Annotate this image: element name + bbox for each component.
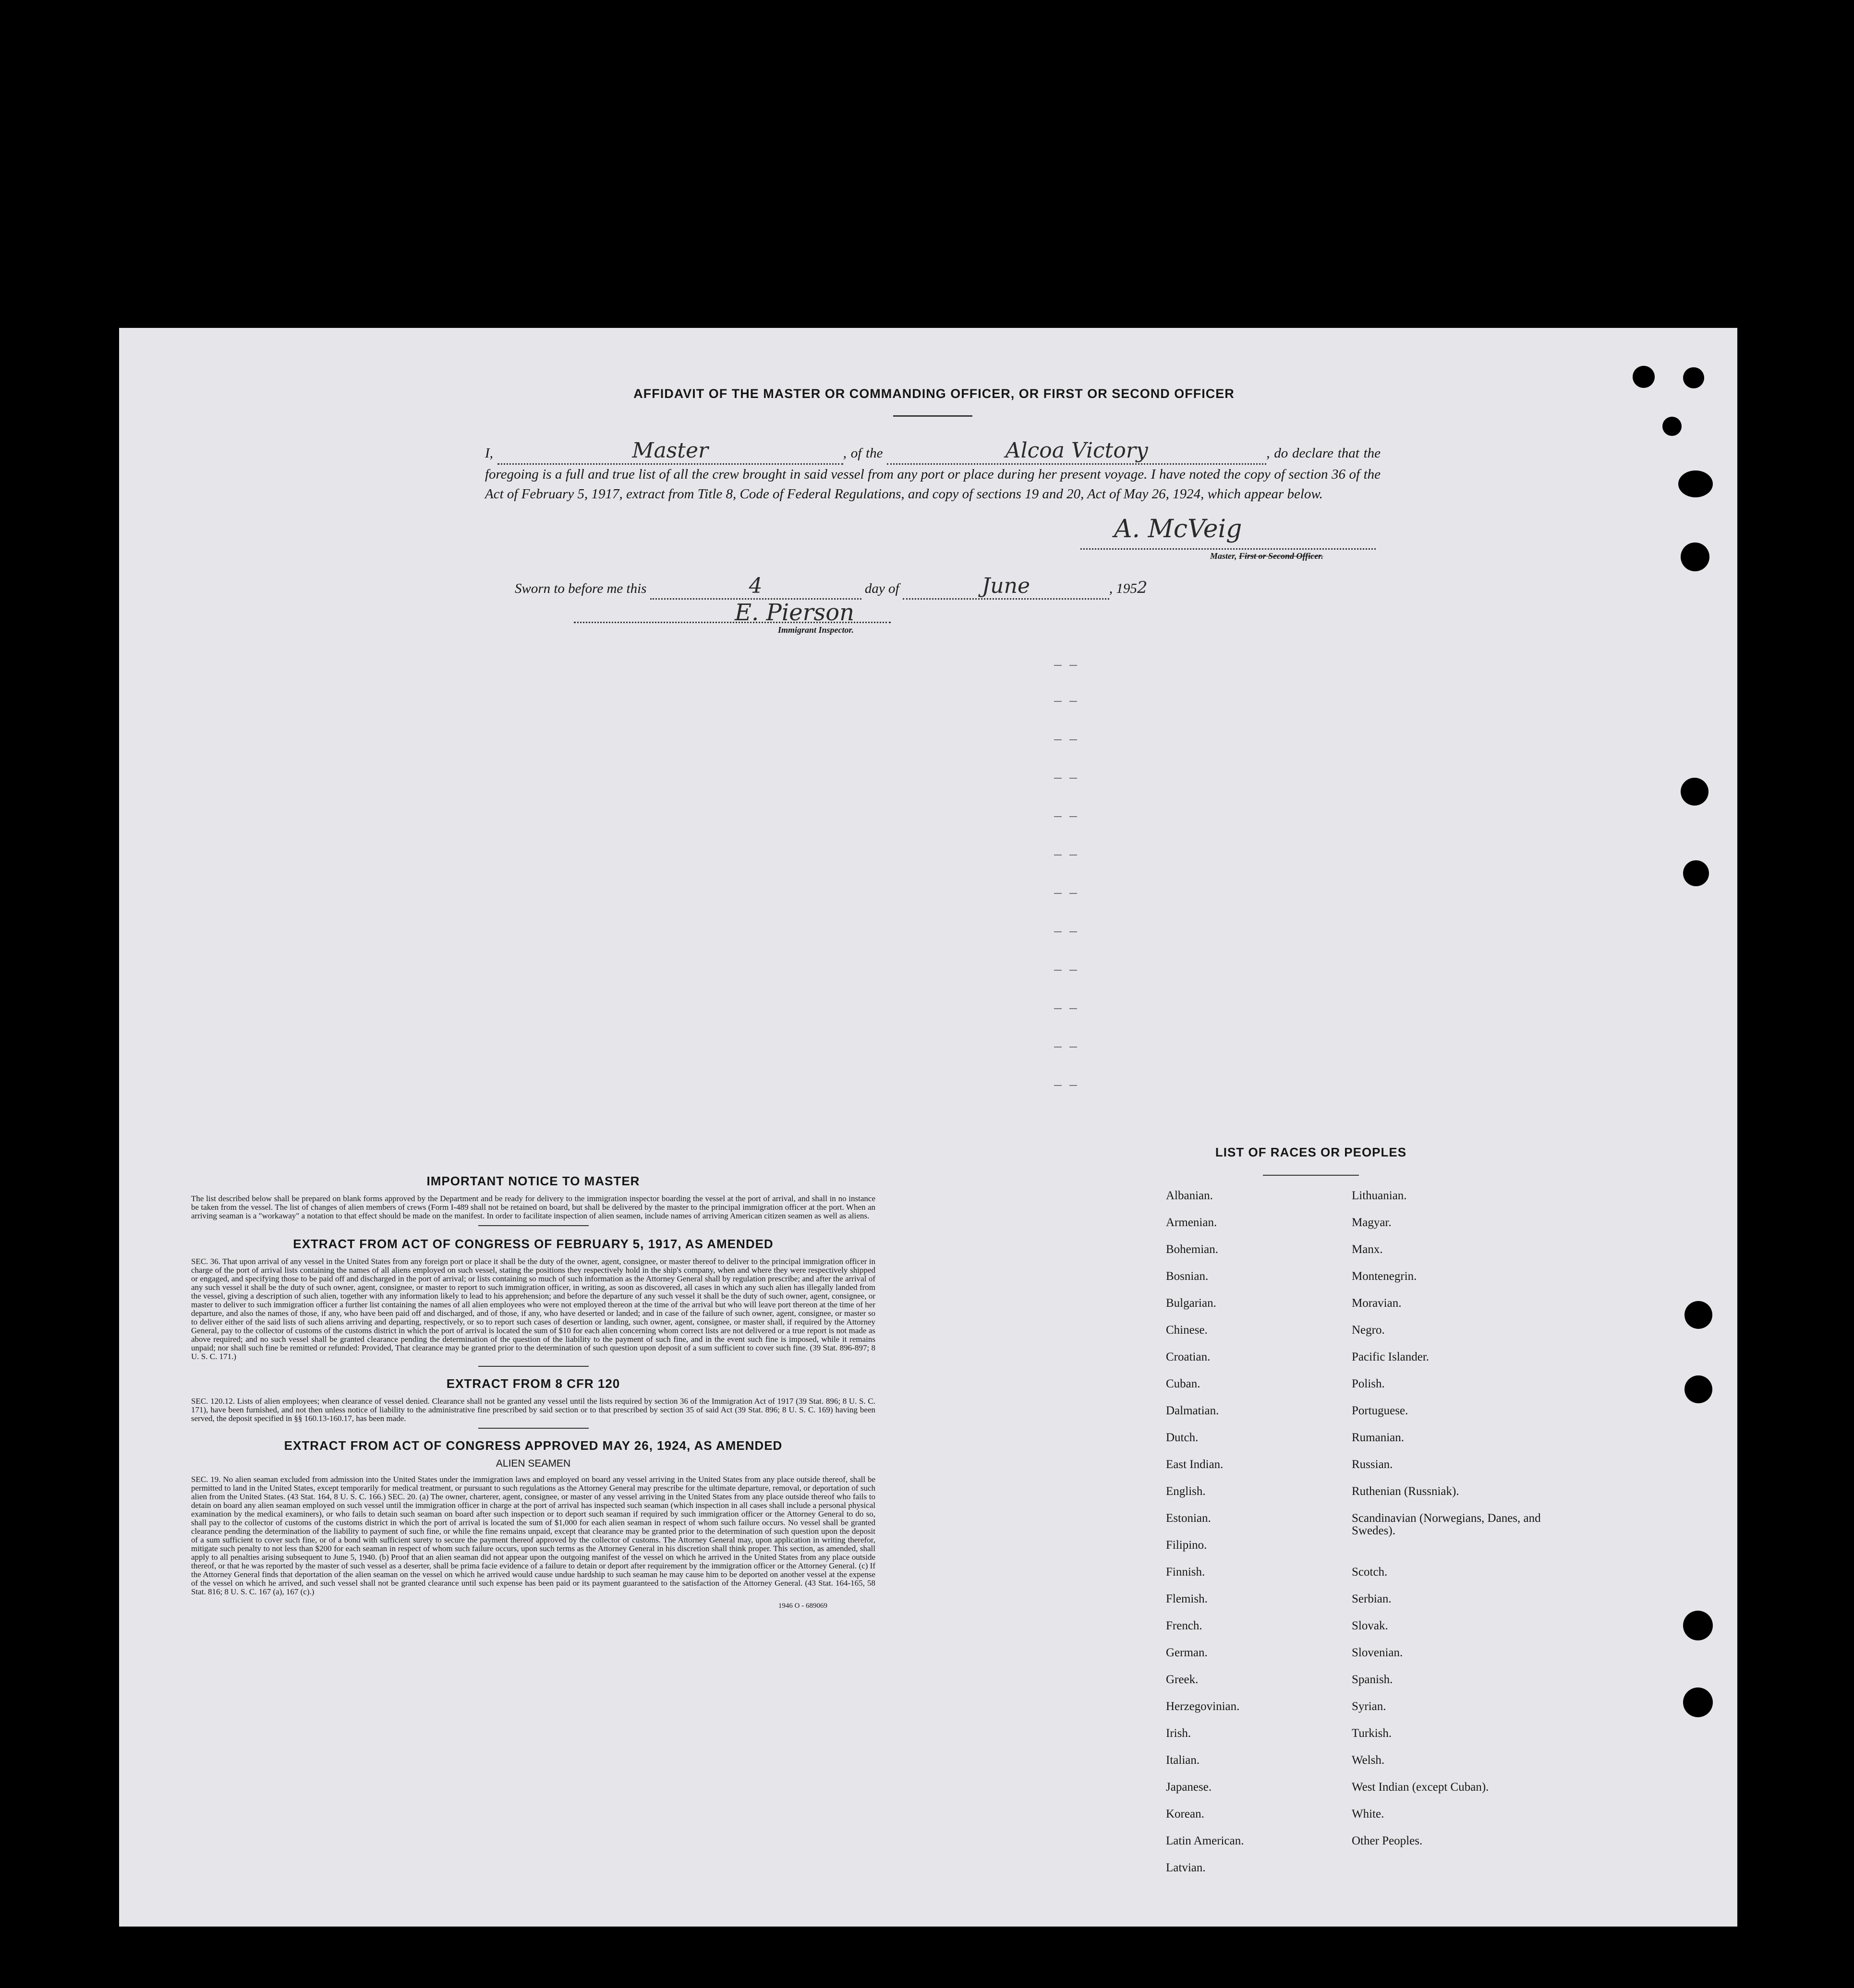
day-of-label: day of <box>864 581 899 596</box>
affidavit-title: AFFIDAVIT OF THE MASTER OR COMMANDING OFFICER, OR FIRST OR SECOND OFFICER <box>633 386 1235 401</box>
race-item: Estonian. <box>1166 1512 1211 1525</box>
race-item: Rumanian. <box>1352 1431 1405 1444</box>
section-rule <box>478 1225 589 1226</box>
race-item: Croatian. <box>1166 1350 1211 1363</box>
punch-hole <box>1662 417 1682 436</box>
race-item: Chinese. <box>1166 1324 1208 1337</box>
race-item: Bosnian. <box>1166 1270 1209 1283</box>
extract-1917-title: EXTRACT FROM ACT OF CONGRESS OF FEBRUARY 5, 1917, AS AMENDED <box>293 1237 774 1251</box>
punch-hole <box>1683 1611 1713 1640</box>
race-item: Magyar. <box>1352 1216 1392 1229</box>
column-mark <box>1054 893 1078 894</box>
race-item: Russian. <box>1352 1458 1393 1471</box>
year-prefix: , 195 <box>1109 581 1137 596</box>
master-caption <box>1210 551 1323 561</box>
column-mark <box>1054 665 1078 666</box>
rank-field[interactable] <box>497 438 843 465</box>
punch-hole <box>1681 778 1709 806</box>
document-page <box>119 328 1737 1927</box>
master-signature-line <box>1080 548 1376 550</box>
race-item: Flemish. <box>1166 1592 1208 1605</box>
sworn-label: Sworn to before me this <box>515 581 647 596</box>
affidavit-i: I, <box>485 446 493 461</box>
sworn-row <box>515 574 1148 600</box>
race-item: East Indian. <box>1166 1458 1224 1471</box>
extract-1917-text: SEC. 36. That upon arrival of any vessel in the United States from any foreign port or place it shall be the duty of the owner, agent, consignee, or master thereof to deliver to the principal immigration officer in charge of the port of arrival lists containing the names of all aliens employed on such vessel, stating the positions they respectively hold in the ship's company, when and where they were respectively shipped or engaged, and specifying those to be paid off and discharged in the port of arrival; or lists containing so much of such information as the Attorney General shall by regulation prescribe; and after the arrival of any such vessel it shall be the duty of such owner, agent, consignee, or master to report to such immigration officer, in writing, as soon as discovered, all cases in which any such alien has illegally landed from the vessel, giving a description of such alien, together with any information likely to lead to his apprehension; and before the departure of any such vessel it shall be the duty of such owner, agent, consignee, or master to deliver to such immigration officer a further list containing the names of all alien employees who were not employed thereon at the time of the arrival but who will leave port thereon at the time of her departure, and also the names of those, if any, who have been paid off and discharged, and of those, if any, who have deserted or landed; and in case of the failure of such owner, agent, consignee, or master so to deliver either of the said lists of such aliens arriving and departing, respectively, or so to report such cases of desertion or landing, such owner, agent, consignee, or master shall, if required by the Attorney General, pay to the collector of customs of the customs district in which the port of arrival is located the sum of $10 for each alien concerning whom correct lists are not delivered or a true report is not made as above required; and no such vessel shall be granted clearance pending the determination of the question of the liability to the payment of such fine, and in the event such fine is imposed, while it remains unpaid; nor shall such fine be remitted or refunded: Provided, That clearance may be granted prior to the determination of such question upon deposit of a sum sufficient to cover such fine. (39 Stat. 896-897; 8 U. S. C. 171.) <box>191 1257 875 1361</box>
race-item: Bulgarian. <box>1166 1297 1216 1310</box>
section-rule <box>478 1366 589 1367</box>
race-item: Korean. <box>1166 1807 1204 1820</box>
race-item: Dutch. <box>1166 1431 1199 1444</box>
race-item: Scandinavian (Norwegians, Danes, and Swedes). <box>1352 1512 1541 1537</box>
of-the-label: , of the <box>843 446 883 461</box>
punch-hole <box>1683 367 1704 388</box>
column-mark <box>1054 970 1078 971</box>
column-mark <box>1054 1047 1078 1048</box>
column-mark <box>1054 778 1078 779</box>
column-mark <box>1054 1008 1078 1009</box>
print-code: 1946 O - 689069 <box>778 1602 827 1610</box>
extract-cfr-title: EXTRACT FROM 8 CFR 120 <box>446 1376 620 1391</box>
race-item: Moravian. <box>1352 1297 1402 1310</box>
inspector-signature: E. Pierson <box>735 599 854 626</box>
race-item: Bohemian. <box>1166 1243 1219 1256</box>
column-mark <box>1054 816 1078 817</box>
column-mark <box>1054 739 1078 740</box>
title-rule <box>893 415 972 417</box>
extract-1924-subtitle: ALIEN SEAMEN <box>496 1458 571 1469</box>
race-item: Spanish. <box>1352 1673 1393 1686</box>
race-item: Scotch. <box>1352 1566 1388 1578</box>
race-item: Finnish. <box>1166 1566 1205 1578</box>
master-signature: A. McVeig <box>1114 515 1242 543</box>
day-field[interactable] <box>650 574 861 600</box>
race-item: Montenegrin. <box>1352 1270 1417 1283</box>
race-item: Welsh. <box>1352 1754 1385 1767</box>
race-item: White. <box>1352 1807 1384 1820</box>
race-item: Turkish. <box>1352 1727 1392 1740</box>
inspector-signature-line <box>574 622 891 623</box>
race-item: Serbian. <box>1352 1592 1392 1605</box>
race-item: Cuban. <box>1166 1377 1200 1390</box>
column-mark <box>1054 1085 1078 1086</box>
race-item: Latvian. <box>1166 1861 1206 1874</box>
race-item: Japanese. <box>1166 1781 1212 1794</box>
day-handwriting: 4 <box>749 574 763 598</box>
race-item: German. <box>1166 1646 1208 1659</box>
affidavit-text: that the foregoing is a full and true list of all the crew brought in said vessel from any port or place during her present voyage. I have noted the copy of section 36 of the Act of February 5, 1917, extract from Title 8, Code of Federal Regulations, and copy of sections 19 and 20, Act of May 26, 1924, which appear below. <box>485 446 1381 502</box>
column-mark <box>1054 931 1078 932</box>
punch-hole <box>1684 1375 1712 1403</box>
year-handwriting: 2 <box>1137 578 1148 597</box>
races-title-rule <box>1263 1175 1359 1176</box>
race-item: Negro. <box>1352 1324 1385 1337</box>
struck-officer-label: First or Second Officer. <box>1239 551 1323 561</box>
affidavit-body <box>485 438 1381 504</box>
race-item: Portuguese. <box>1352 1404 1408 1417</box>
notice-text: The list described below shall be prepared on blank forms approved by the Department and be ready for delivery to the immigration inspector boarding the vessel at the port of arrival, and shall in no instance be taken from the vessel. The list of changes of alien members of crews (Form I-489 shall not be retained on board, but shall be delivered by the master to the principal immigration officer at the port. When an arriving seaman is a "workaway" a notation to that effect should be made on the manifest. In order to facilitate inspection of alien seamen, include names of arriving American citizen seamen as well as aliens. <box>191 1194 875 1220</box>
legal-text-column <box>191 1174 875 1610</box>
race-item: Polish. <box>1352 1377 1385 1390</box>
race-item: Filipino. <box>1166 1539 1207 1552</box>
vessel-field[interactable] <box>887 438 1266 465</box>
race-item: Italian. <box>1166 1754 1200 1767</box>
punch-hole <box>1633 366 1655 388</box>
race-item: Herzegovinian. <box>1166 1700 1240 1713</box>
month-field[interactable] <box>903 574 1109 600</box>
punch-hole <box>1683 1687 1713 1717</box>
punch-hole <box>1678 470 1713 497</box>
race-item: West Indian (except Cuban). <box>1352 1781 1489 1794</box>
column-mark <box>1054 701 1078 702</box>
master-label: Master, <box>1210 551 1237 561</box>
race-item: Manx. <box>1352 1243 1383 1256</box>
races-title: LIST OF RACES OR PEOPLES <box>1215 1145 1407 1159</box>
race-item: Dalmatian. <box>1166 1404 1219 1417</box>
race-item: Armenian. <box>1166 1216 1217 1229</box>
punch-hole <box>1684 1301 1712 1329</box>
race-item: Slovenian. <box>1352 1646 1403 1659</box>
race-item: Slovak. <box>1352 1619 1388 1632</box>
rank-handwriting: Master <box>632 438 709 463</box>
inspector-caption: Immigrant Inspector. <box>778 625 854 635</box>
extract-1924-text: SEC. 19. No alien seaman excluded from admission into the United States under the immigration laws and employed on board any vessel arriving in the United States from any place outside thereof, shall be permitted to land in the United States, except temporarily for medical treatment, or pursuant to such regulations as the Attorney General may prescribe for the ultimate departure, removal, or deportation of such alien from the United States. (43 Stat. 164, 8 U. S. C. 166.) SEC. 20. (a) The owner, charterer, agent, consignee, or master of any vessel arriving in the United States from any place outside thereof who fails to detain on board any alien seaman employed on such vessel until the immigration officer in charge at the port of arrival has inspected such seaman (which inspection in all cases shall include a personal physical examination by the medical examiners), or who fails to detain such seaman on board after such inspection or to deport such seaman if required by such immigration officer or the Attorney General to do so, shall pay to the collector of customs of the customs district in which the port of arrival is located the sum of $1,000 for each alien seaman in respect of whom such failure occurs. No vessel shall be granted clearance pending the determination of the liability to payment of such fine, or while the fine remains unpaid, except that clearance may be granted prior to the determination of such question upon the deposit of a sum sufficient to cover such fine, or of a bond with sufficient surety to secure the payment thereof approved by the collector of customs. The Attorney General may, upon application in writing therefor, mitigate such penalty to not less than $200 for each seaman in respect of whom such failure occurs, upon such terms as the Attorney General in his discretion shall think proper. This section, as amended, shall apply to all penalties arising subsequent to June 5, 1940. (b) Proof that an alien seaman did not appear upon the outgoing manifest of the vessel on which he arrived in the United States from any place outside thereof, or that he was reported by the master of such vessel as a deserter, shall be prima facie evidence of a failure to detain or deport after requirement by the immigration officer or the Attorney General. (c) If the Attorney General finds that deportation of the alien seaman on the vessel on which he arrived would cause undue hardship to such seaman he may cause him to be deported on another vessel at the expense of the vessel on which he arrived, and such vessel shall not be granted clearance until such expense has been paid or its payment guaranteed to the satisfaction of the Attorney General. (43 Stat. 164-165, 58 Stat. 816; 8 U. S. C. 167 (a), 167 (c).) <box>191 1475 875 1596</box>
race-item: Latin American. <box>1166 1834 1244 1847</box>
race-item: French. <box>1166 1619 1202 1632</box>
race-item: Greek. <box>1166 1673 1199 1686</box>
race-item: Other Peoples. <box>1352 1834 1423 1847</box>
punch-hole <box>1683 860 1709 886</box>
extract-cfr-text: SEC. 120.12. Lists of alien employees; when clearance of vessel denied. Clearance shall not be granted any vessel until the lists required by section 36 of the Immigration Act of 1917 (39 Stat. 896; 8 U. S. C. 171), have been furnished, and not then unless notice of liability to the administrative fine prescribed by said section or to that prescribed by section 35 of said Act (39 Stat. 896; 8 U. S. C. 169) having been served, the deposit specified in §§ 160.13-160.17, has been made. <box>191 1397 875 1423</box>
month-handwriting: June <box>982 574 1030 598</box>
race-item: English. <box>1166 1485 1206 1498</box>
section-rule <box>478 1428 589 1429</box>
race-item: Ruthenian (Russniak). <box>1352 1485 1459 1498</box>
race-item: Albanian. <box>1166 1189 1213 1202</box>
race-item: Irish. <box>1166 1727 1191 1740</box>
race-item: Lithuanian. <box>1352 1189 1407 1202</box>
punch-hole <box>1681 542 1709 571</box>
vessel-handwriting: Alcoa Victory <box>1005 438 1148 463</box>
do-declare-label: , do declare <box>1266 446 1333 461</box>
race-item: Pacific Islander. <box>1352 1350 1430 1363</box>
notice-title: IMPORTANT NOTICE TO MASTER <box>426 1174 640 1188</box>
race-item: Syrian. <box>1352 1700 1386 1713</box>
extract-1924-title: EXTRACT FROM ACT OF CONGRESS APPROVED MAY 26, 1924, AS AMENDED <box>284 1438 783 1453</box>
